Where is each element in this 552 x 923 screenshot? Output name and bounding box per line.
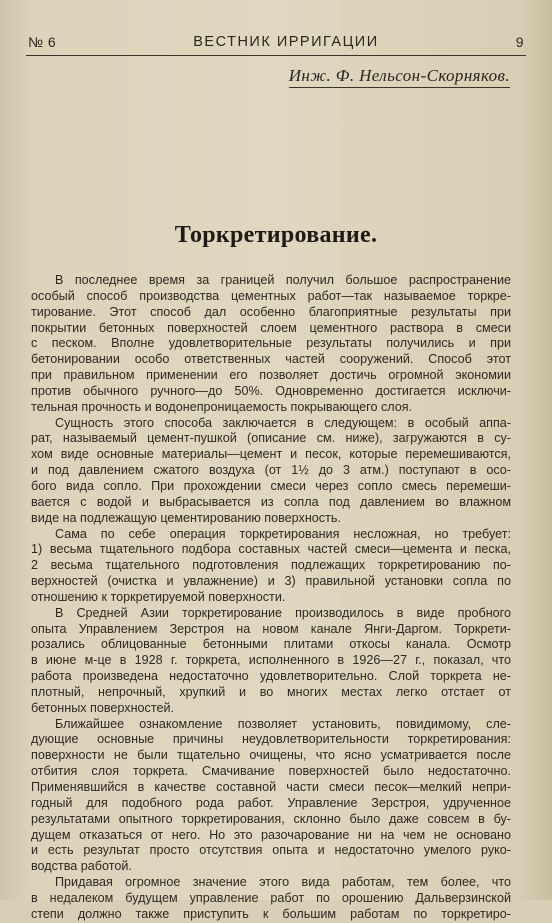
text-line: вается с водой и выбрасывается из сопла под давлением во влажном bbox=[31, 494, 511, 509]
text-line: и есть результат просто отсутствия опыта и недостаточно умелого руко- bbox=[31, 843, 511, 858]
text-line: в июне м-це в 1928 г. торкрета, исполненного в 1926—27 г., показал, что bbox=[31, 653, 511, 668]
text-line: в недалеком будущем управление работ по орошению Дальверзинской bbox=[31, 890, 511, 905]
text-line: тирование. Этот способ дал особенно благоприятные результаты при bbox=[31, 304, 511, 319]
text-line: верхностей (очистка и увлажнение) и 3) правильной установки сопла по bbox=[31, 574, 511, 589]
text-line: рат, называемый цемент-пушкой (описание см. ниже), загружаются в су- bbox=[31, 431, 511, 446]
text-line: 2 весьма тщательного подготовления подлежащих торкретированию по- bbox=[31, 558, 511, 573]
text-line: отношению к торкретируемой поверхности. bbox=[31, 589, 286, 604]
text-line: дущем отказаться от него. Но это разочарование ни на чем не основано bbox=[31, 827, 511, 842]
text-line: особый способ производства цементных работ—так называемое торкре- bbox=[31, 288, 511, 303]
text-line: с песком. Вполне удовлетворительные результаты получились и при bbox=[31, 336, 511, 351]
text-line: и под давлением сжатого воздуха (от 1½ до 3 атм.) поступают в осо- bbox=[31, 463, 511, 478]
text-line: Применявшийся в качестве составной части смеси песок—мелкий непри- bbox=[31, 780, 511, 794]
text-line: розались облицованные бетонными плитами откосы канала. Осмотр bbox=[31, 637, 511, 652]
text-line: бетонных поверхностей. bbox=[31, 700, 175, 715]
issue-number: № 6 bbox=[28, 34, 57, 50]
text-line: бетонировании особо ответственных частей сооружений. Способ этот bbox=[31, 352, 511, 367]
text-line: виде на подлежащую цементированию поверхность. bbox=[31, 510, 341, 525]
text-line: при правильном применении его позволяет достичь огромной экономии bbox=[31, 368, 511, 383]
text-line: бого вида сопло. При прохождении смеси через сопло смесь перемеши- bbox=[31, 478, 511, 493]
text-line: 1) весьма тщательного подбора составных частей смеси—цемента и песка, bbox=[31, 542, 511, 557]
text-line: против обычного ручного—до 50%. Одновременно достигается исключи- bbox=[31, 383, 511, 398]
header-rule bbox=[26, 55, 526, 56]
article-author: Инж. Ф. Нельсон-Скорняков. bbox=[289, 66, 510, 88]
text-line: В Средней Азии торкретирование производилось в виде пробного bbox=[55, 605, 511, 620]
article-title: Торкретирование. bbox=[174, 222, 378, 248]
article-body bbox=[31, 273, 511, 923]
text-line: степи должно также приступить к большим работам по торкретиро- bbox=[31, 906, 511, 921]
text-line: результатами опытного торкретирования, склонно было даже совсем в бу- bbox=[31, 811, 511, 826]
text-line: дующие основные причины неудовлетворительности торкретирования: bbox=[31, 732, 511, 747]
text-line: тельная прочность и водонепроницаемость покрывающего слоя. bbox=[31, 399, 413, 414]
text-line: Ближайшее ознакомление позволяет установить, повидимому, сле- bbox=[55, 716, 511, 731]
text-line: покрытии бетонных поверхностей слоем цементного раствора в смеси bbox=[31, 320, 511, 335]
text-line: Придавая огромное значение этого вида работам, тем более, что bbox=[55, 875, 511, 890]
text-line: работа произведена недостаточно удовлетворительно. Слой торкрета не- bbox=[31, 669, 511, 684]
text-line: Сама по себе операция торкретирования несложная, но требует: bbox=[55, 526, 511, 541]
page-number: 9 bbox=[515, 34, 524, 50]
text-line: годный для подобного рода работ. Управление Зерстроя, удрученное bbox=[31, 795, 511, 810]
text-line: водства работой. bbox=[31, 859, 132, 874]
text-line: Сущность этого способа заключается в следующем: в особый аппа- bbox=[55, 415, 511, 430]
text-line: плотный, непрочный, хрупкий и во многих местах легко отстает от bbox=[31, 684, 511, 699]
running-header bbox=[28, 31, 524, 53]
text-line: опыта Управлением Зерстроя на новом канале Янги-Даргом. Торкрети- bbox=[31, 621, 511, 636]
text-line: В последнее время за границей получил большое распространение bbox=[55, 273, 511, 287]
text-line: отбития слоя торкрета. Смачивание поверхностей было недостаточно. bbox=[31, 764, 511, 779]
text-line: хом виде основные материалы—цемент и песок, которые перемешиваются, bbox=[31, 447, 511, 462]
text-line: поверхности не были тщательно очищены, что ясно усматривается после bbox=[31, 748, 511, 763]
journal-title: ВЕСТНИК ИРРИГАЦИИ bbox=[193, 34, 379, 50]
